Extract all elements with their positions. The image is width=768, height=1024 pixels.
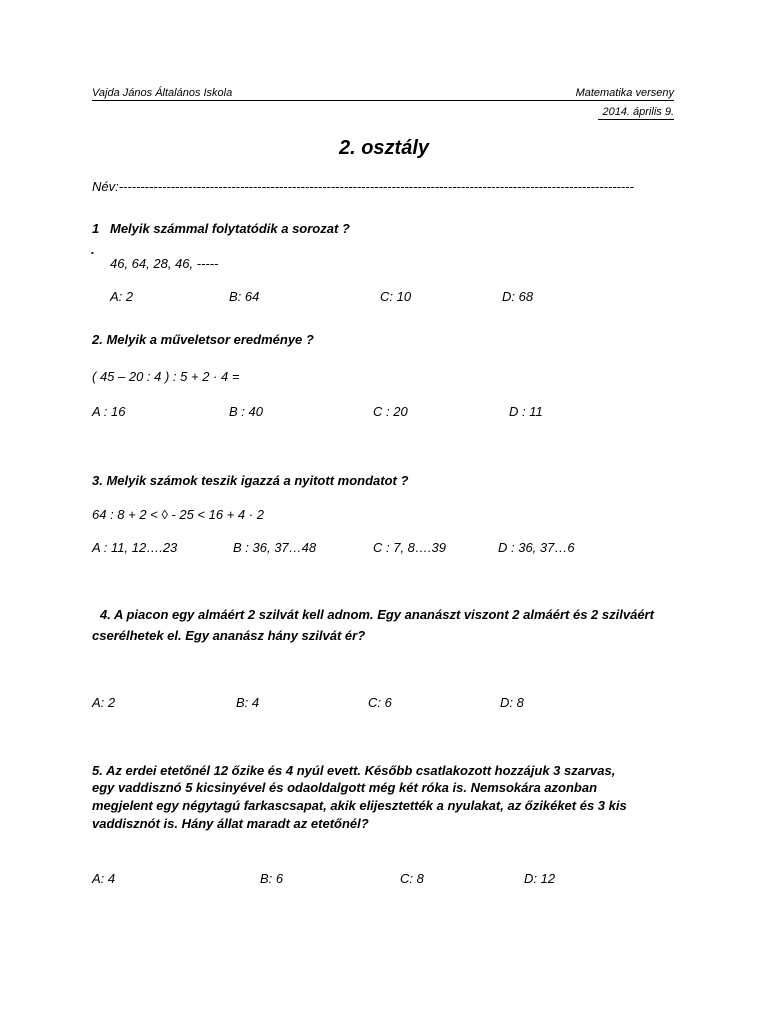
question-3-answer-d: D : 36, 37…6 [498, 540, 575, 555]
question-3-answer-b: B : 36, 37…48 [233, 540, 317, 555]
name-field-line: Név:----------------------------------------------------------------------------------------------------------------------- [92, 179, 634, 194]
question-2-answer-c: C : 20 [373, 404, 408, 419]
question-5-line-3: megjelent egy négytagú farkascsapat, akik elijesztették a nyulakat, az őzikéket és 3 kis [92, 798, 627, 813]
question-2-answer-a: A : 16 [92, 404, 126, 419]
question-1-bullet: . [91, 242, 95, 257]
question-2-answer-d: D : 11 [509, 404, 543, 419]
question-3-content: 64 : 8 + 2 < ◊ - 25 < 16 + 4 · 2 [92, 507, 264, 522]
question-1-number: 1 [92, 221, 100, 236]
question-2-answer-b: B : 40 [229, 404, 263, 419]
question-5-answer-c: C: 8 [400, 871, 424, 886]
competition-name: Matematika verseny [575, 87, 674, 99]
header-rule [92, 100, 674, 101]
question-3-text: 3. Melyik számok teszik igazzá a nyitott mondatot ? [92, 473, 409, 488]
competition-date: 2014. április 9. [602, 106, 674, 118]
school-name: Vajda János Általános Iskola [92, 87, 233, 99]
question-4-answer-a: A: 2 [92, 695, 116, 710]
question-5-line-1: 5. Az erdei etetőnél 12 őzike és 4 nyúl evett. Később csatlakozott hozzájuk 3 szarvas, [92, 763, 616, 778]
question-1-answer-a: A: 2 [110, 289, 134, 304]
date-underline [598, 119, 674, 120]
question-1-answer-c: C: 10 [380, 289, 412, 304]
question-4-answer-b: B: 4 [236, 695, 260, 710]
question-5-line-2: egy vaddisznó 5 kicsinyével és odaoldalgott még két róka is. Nemsokára azonban [92, 780, 598, 795]
question-1-content: 46, 64, 28, 46, ----- [110, 256, 219, 271]
question-4-line-1: 4. A piacon egy almáért 2 szilvát kell adnom. Egy ananászt viszont 2 almáért és 2 szilváért [100, 607, 654, 622]
question-1-text: Melyik számmal folytatódik a sorozat ? [110, 221, 350, 236]
question-4-line-2: cserélhetek el. Egy ananász hány szilvát ér? [92, 628, 366, 643]
question-3-answer-c: C : 7, 8….39 [373, 540, 446, 555]
question-5-answer-b: B: 6 [260, 871, 284, 886]
question-5-line-4: vaddisznót is. Hány állat maradt az etetőnél? [92, 816, 369, 831]
question-5-answer-a: A: 4 [92, 871, 116, 886]
question-4-answer-c: C: 6 [368, 695, 392, 710]
question-2-text: 2. Melyik a műveletsor eredménye ? [92, 332, 314, 347]
question-2-content: ( 45 – 20 : 4 ) : 5 + 2 · 4 = [92, 369, 240, 384]
page-title: 2. osztály [338, 137, 430, 159]
question-1-answer-b: B: 64 [229, 289, 260, 304]
question-4-answer-d: D: 8 [500, 695, 524, 710]
question-3-answer-a: A : 11, 12….23 [92, 540, 178, 555]
question-5-answer-d: D: 12 [524, 871, 556, 886]
question-1-answer-d: D: 68 [502, 289, 534, 304]
